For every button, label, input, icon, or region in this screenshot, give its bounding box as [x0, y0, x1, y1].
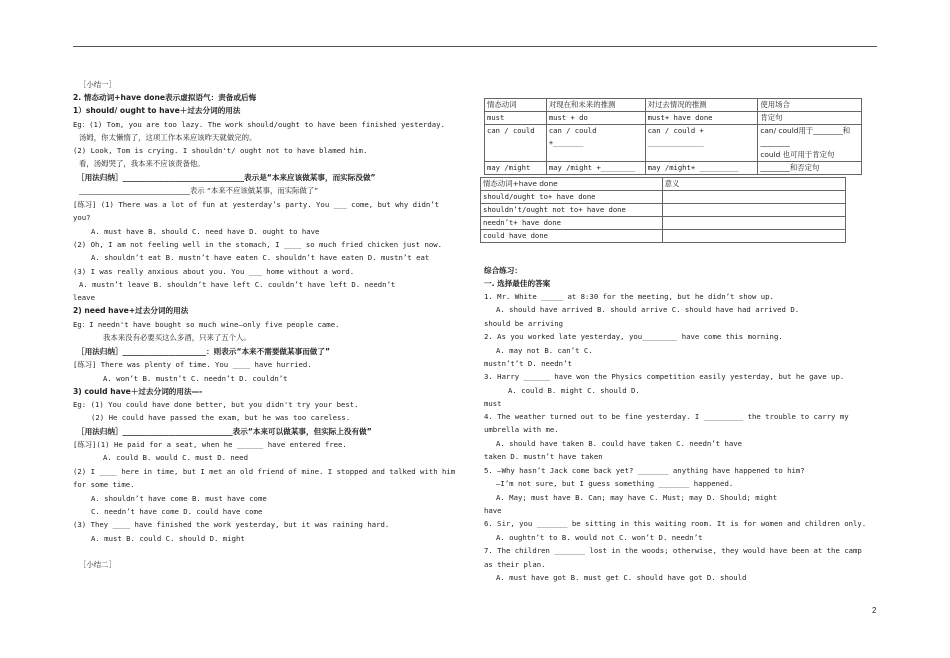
table-cell: must+ have done — [645, 112, 758, 125]
left-line: leave — [73, 293, 95, 302]
right-line: A. could B. might C. should D. — [508, 386, 640, 395]
table-header-cell: 情态动词 — [485, 99, 547, 112]
table-cell — [662, 204, 845, 217]
table-header-cell: 使用场合 — [758, 99, 862, 112]
left-line: ［用法归纳］________________________________表示是“本来应该做某事，而实际没做” — [77, 173, 376, 182]
left-line: (2) Oh, I am not feeling well in the stomach, I ____ so much fried chicken just now. — [73, 240, 443, 249]
left-line: Eg：I needn't have bought so much wine—only five people came. — [73, 320, 340, 329]
left-line: 2) need have+过去分词的用法 — [73, 306, 189, 315]
table-cell: 肯定句 — [758, 112, 862, 125]
right-line: 5. —Why hasn’t Jack come back yet? _______ anything have happened to him? — [484, 466, 805, 475]
modal-verb-inference-table — [484, 98, 862, 175]
table-cell: may /might +________ — [546, 162, 645, 175]
table-row — [481, 191, 846, 204]
left-line: (2) I ____ here in time, but I met an old friend of mine. I stopped and talked with him — [73, 467, 456, 476]
left-line: (2) He could have passed the exam, but he was too careless. — [91, 413, 351, 422]
left-line: [练习](1) He paid for a seat, when he ______ have entered free. — [73, 440, 347, 449]
right-line: A. oughtn’t to B. would not C. won’t D. needn’t — [496, 533, 703, 542]
table-row — [481, 230, 846, 243]
table-cell — [662, 217, 845, 230]
table-cell: could have done — [481, 230, 663, 243]
right-line: 6. Sir, you _______ be sitting in this waiting room. It is for women and children only. — [484, 519, 867, 528]
right-line: umbrella with me. — [484, 425, 559, 434]
left-line: A. shouldn’t eat B. mustn’t have eaten C. shouldn’t have eaten D. mustn’t eat — [91, 253, 430, 262]
left-line: you? — [73, 213, 91, 222]
table-cell: must + do — [546, 112, 645, 125]
table-cell: must — [485, 112, 547, 125]
right-line: A. should have arrived B. should arrive C. should have had arrived D. — [496, 305, 800, 314]
table-header-cell: 对现在和未来的推测 — [546, 99, 645, 112]
page-number: 2 — [872, 606, 877, 615]
right-line: 2. As you worked late yesterday, you________ have come this morning. — [484, 332, 783, 341]
right-line: 一. 选择最佳的答案 — [484, 279, 551, 288]
left-line: 汤姆，你太懒惰了，这项工作本来应该昨天就做完的。 — [79, 133, 257, 142]
left-line: 看，汤姆哭了，我本来不应该责备他。 — [79, 159, 205, 168]
left-line: A. could B. would C. must D. need — [103, 453, 248, 462]
left-line: A. must B. could C. should D. might — [91, 534, 245, 543]
right-line: 综合练习： — [484, 266, 522, 275]
right-line: have — [484, 506, 502, 515]
left-line: ______________________________表示 “本来不应该做某事，而实际做了” — [79, 186, 319, 195]
header-rule — [73, 46, 877, 47]
left-line: (3) They ____ have finished the work yesterday, but it was raining hard. — [73, 520, 390, 529]
right-line: should be arriving — [484, 319, 564, 328]
left-line: A. won’t B. mustn’t C. needn’t D. couldn’t — [103, 374, 288, 383]
table-cell: ________和否定句 — [758, 162, 862, 175]
right-line: 4. The weather turned out to be fine yesterday. I _________ the trouble to carry my — [484, 412, 849, 421]
table-cell — [662, 191, 845, 204]
left-line: (3) I was really anxious about you. You ___ home without a word. — [73, 267, 355, 276]
table-row — [485, 112, 862, 125]
left-line: ［用法归纳］______________________：则表示“本来不需要做某事而做了” — [77, 347, 330, 356]
right-line: taken D. mustn’t have taken — [484, 452, 603, 461]
table-row — [485, 125, 862, 162]
right-line: 3. Harry ______ have won the Physics competition easily yesterday, but he gave up. — [484, 372, 845, 381]
table-cell: can / could + _____________ — [645, 125, 758, 162]
table-header-cell: 情态动词+have done — [481, 178, 663, 191]
table-cell: can / could +_______ — [546, 125, 645, 162]
left-line: 1）should/ ought to have＋过去分词的用法 — [73, 106, 241, 115]
right-line: 7. The children _______ lost in the woods; otherwise, they would have been at the camp — [484, 546, 862, 555]
right-line: must — [484, 399, 502, 408]
right-line: as their plan. — [484, 560, 546, 569]
right-line: 1. Mr. White _____ at 8:30 for the meeting, but he didn’t show up. — [484, 292, 774, 301]
table-header-cell: 意义 — [662, 178, 845, 191]
table-row — [481, 204, 846, 217]
left-line: 我本来没有必要买这么多酒，只来了五个人。 — [103, 333, 251, 342]
right-line: mustn’t’t D. needn’t — [484, 359, 572, 368]
table-cell: can/ could用于________和 ________ could 也可用于肯定句 — [758, 125, 862, 162]
left-line: ［用法归纳］_____________________________表示“本来可以做某事，但实际上没有做” — [77, 427, 372, 436]
left-line: A. shouldn’t have come B. must have come — [91, 494, 267, 503]
left-line: Eg: (1) You could have done better, but you didn't try your best. — [73, 400, 359, 409]
left-line: [练习] (1) There was a lot of fun at yesterday’s party. You ___ come, but why didn’t — [73, 200, 440, 209]
left-line: ［小结一］ — [79, 80, 116, 89]
table-row — [481, 217, 846, 230]
right-line: A. should have taken B. could have taken C. needn’t have — [496, 439, 743, 448]
table-cell: needn’t+ have done — [481, 217, 663, 230]
table-cell: shouldn’t/ought not to+ have done — [481, 204, 663, 217]
right-line: A. may not B. can’t C. — [496, 346, 593, 355]
table-cell: can / could — [485, 125, 547, 162]
left-line: C. needn’t have come D. could have come — [91, 507, 263, 516]
left-line: [练习] There was plenty of time. You ____ have hurried. — [73, 360, 312, 369]
table-cell — [662, 230, 845, 243]
have-done-meaning-table — [480, 177, 846, 243]
left-line: 3) could have＋过去分词的用法—- — [73, 387, 203, 396]
left-line: ［小结二］ — [79, 560, 116, 569]
left-line: 2. 情态动词+have done表示虚拟语气：责备或后悔 — [73, 93, 257, 102]
left-line: A. mustn’t leave B. shouldn’t have left C. couldn’t have left D. needn’t — [79, 280, 396, 289]
table-row — [485, 162, 862, 175]
left-line: A. must have B. should C. need have D. ought to have — [91, 227, 320, 236]
table-cell: should/ought to+ have done — [481, 191, 663, 204]
left-line: (2) Look, Tom is crying. I shouldn't/ ought not to have blamed him. — [73, 146, 368, 155]
right-line: —I’m not sure, but I guess something _______ happened. — [496, 479, 734, 488]
table-cell: may /might+ _________ — [645, 162, 758, 175]
right-line: A. May; must have B. Can; may have C. Must; may D. Should; might — [496, 493, 778, 502]
left-line: Eg：(1) Tom, you are too lazy. The work should/ought to have been finished yesterday. — [73, 120, 445, 129]
left-line: for some time. — [73, 480, 135, 489]
table-header-cell: 对过去情况的推测 — [645, 99, 758, 112]
table-cell: may /might — [485, 162, 547, 175]
right-line: A. must have got B. must get C. should have got D. should — [496, 573, 747, 582]
